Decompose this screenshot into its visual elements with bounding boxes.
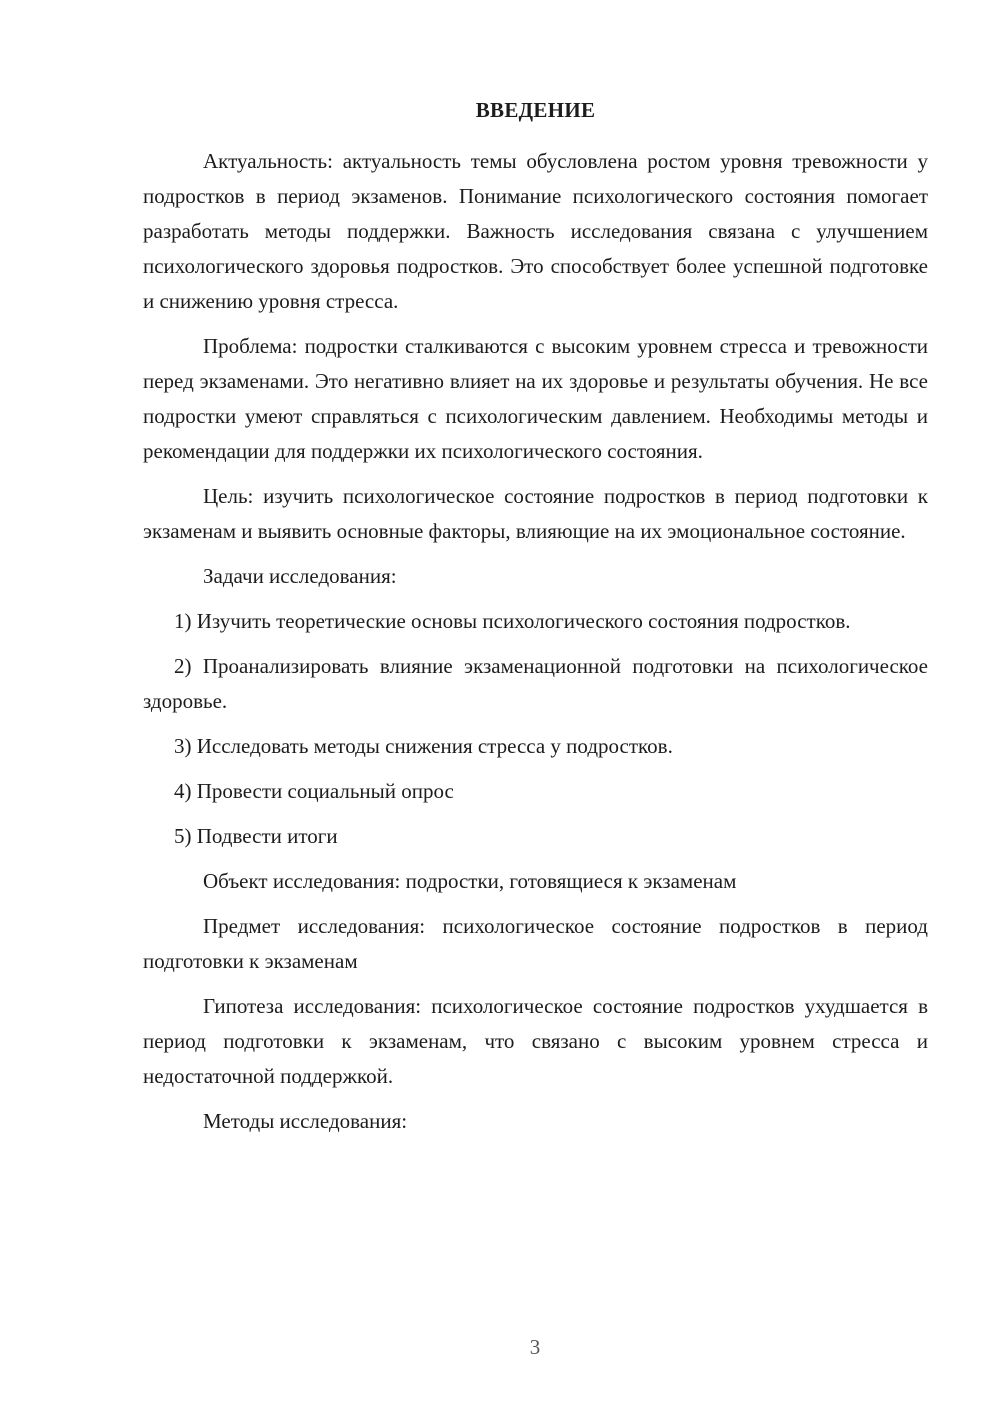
list-item: 1) Изучить теоретические основы психологического состояния подростков. — [174, 609, 851, 633]
tasks-heading: Задачи исследования: — [203, 564, 397, 588]
list-item: 5) Подвести итоги — [174, 824, 338, 848]
page-number: 3 — [529, 1335, 541, 1359]
list-item: 3) Исследовать методы снижения стресса у подростков. — [174, 734, 673, 758]
paragraph-relevance: Актуальность: актуальность темы обусловлена ростом уровня тревожности у подростков в период экзаменов. Понимание психологического состояния помогает разработать методы поддержки. Важность исследования связана с улучшением психологического здоровья подростков. Это способствует более успешной подготовке и снижению уровня стресса. — [143, 149, 928, 313]
paragraph-goal: Цель: изучить психологическое состояние подростков в период подготовки к экзаменам и выявить основные факторы, влияющие на их эмоциональное состояние. — [143, 484, 928, 543]
paragraph-problem: Проблема: подростки сталкиваются с высоким уровнем стресса и тревожности перед экзаменами. Это негативно влияет на их здоровье и результаты обучения. Не все подростки умеют справляться с психологическим давлением. Необходимы методы и рекомендации для поддержки их психологического состояния. — [143, 334, 928, 463]
document-page — [143, 95, 928, 1149]
list-item: 4) Провести социальный опрос — [174, 779, 454, 803]
page-title: ВВЕДЕНИЕ — [475, 98, 596, 122]
paragraph-hypothesis: Гипотеза исследования: психологическое состояние подростков ухудшается в период подготовки к экзаменам, что связано с высоким уровнем стресса и недостаточной поддержкой. — [143, 994, 928, 1088]
methods-heading: Методы исследования: — [203, 1109, 408, 1133]
paragraph-subject: Предмет исследования: психологическое состояние подростков в период подготовки к экзаменам — [143, 914, 928, 973]
paragraph-object: Объект исследования: подростки, готовящиеся к экзаменам — [203, 869, 737, 893]
list-item: 2) Проанализировать влияние экзаменационной подготовки на психологическое здоровье. — [143, 654, 928, 713]
